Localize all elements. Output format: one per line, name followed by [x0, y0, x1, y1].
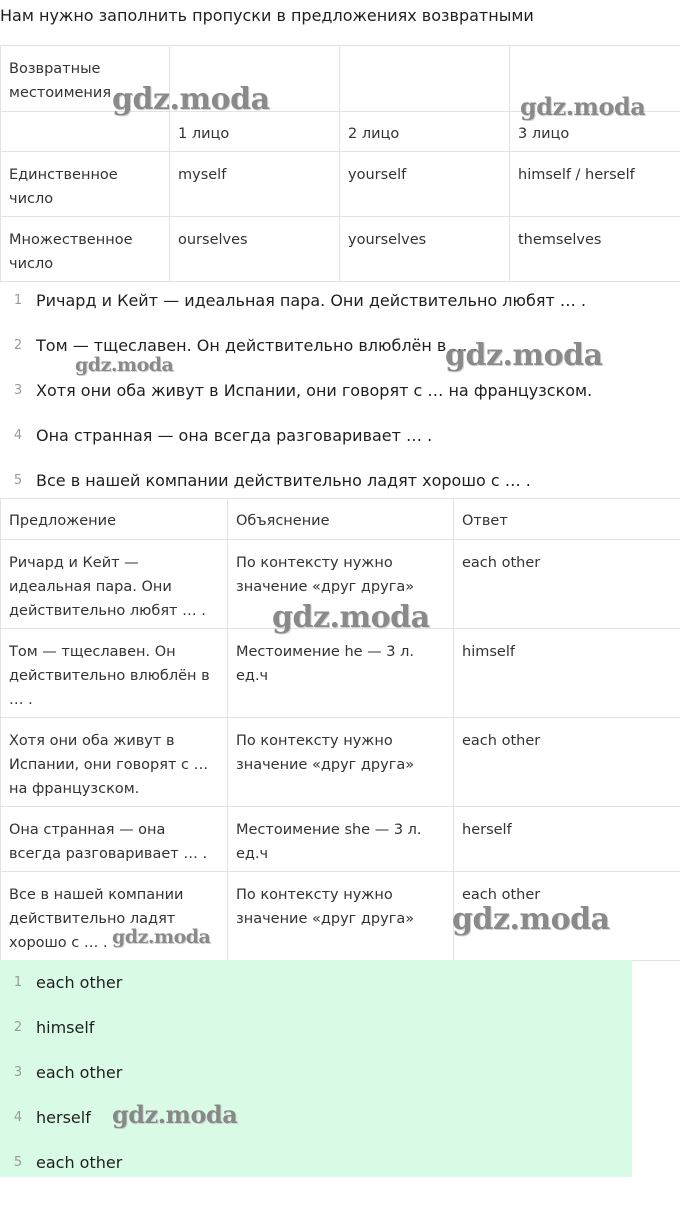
table-corner-cell: Возвратные местоимения: [1, 46, 170, 112]
list-item: [0, 278, 680, 323]
watermark-logo: gdz.moda: [112, 1100, 238, 1129]
header-answer: Ответ: [454, 499, 680, 540]
explanation-cell: По контексту нужно значение «друг друга»: [228, 872, 454, 961]
person-header-2: 2 лицо: [340, 112, 510, 152]
list-number: 4: [13, 428, 23, 443]
table-row: [1, 540, 680, 629]
sentence-cell: Все в нашей компании действительно ладят хорошо с … .: [1, 872, 228, 961]
table-cell: ourselves: [170, 217, 340, 282]
list-number: 5: [13, 473, 23, 488]
row-label-singular: Единственное число: [1, 152, 170, 217]
sentence-cell: Хотя они оба живут в Испании, они говорят с … на французском.: [1, 718, 228, 807]
table-row: [1, 872, 680, 961]
table-header-row: [1, 46, 680, 112]
answer-text: each other: [36, 1153, 123, 1172]
table-cell-empty: [170, 46, 340, 112]
list-number: 1: [13, 293, 23, 308]
list-item: [0, 323, 680, 368]
table-row: [1, 217, 680, 282]
table-cell-empty: [340, 46, 510, 112]
watermark-logo: gdz.moda: [520, 92, 646, 121]
explanation-cell: По контексту нужно значение «друг друга»: [228, 540, 454, 629]
task-text: Все в нашей компании действительно ладят хорошо с … .: [36, 471, 531, 490]
watermark-logo: gdz.moda: [452, 902, 610, 937]
header-sentence: Предложение: [1, 499, 228, 540]
reflexive-pronouns-table: [0, 45, 680, 282]
sentence-cell: Том — тщеславен. Он действительно влюблён в … .: [1, 629, 228, 718]
list-item: [0, 1050, 632, 1095]
answer-cell: herself: [454, 807, 680, 872]
answer-text: herself: [36, 1108, 91, 1127]
task-list: [0, 278, 680, 503]
list-item: [0, 1140, 632, 1185]
watermark-logo: gdz.moda: [445, 338, 603, 373]
list-number: 2: [13, 338, 23, 353]
task-text: Том — тщеславен. Он действительно влюблён в … .: [36, 336, 478, 355]
table-header-row: [1, 499, 680, 540]
explanation-cell: Местоимение he — 3 л. ед.ч: [228, 629, 454, 718]
answer-text: each other: [36, 973, 123, 992]
table-row: [1, 807, 680, 872]
task-text: Ричард и Кейт — идеальная пара. Они действительно любят … .: [36, 291, 587, 310]
watermark-logo: gdz.moda: [272, 600, 430, 635]
table-cell: yourselves: [340, 217, 510, 282]
row-label-plural: Множественное число: [1, 217, 170, 282]
list-number: 3: [13, 383, 23, 398]
table-cell: myself: [170, 152, 340, 217]
table-row: [1, 152, 680, 217]
table-cell-empty: [1, 112, 170, 152]
list-number: 4: [13, 1110, 23, 1125]
explanation-cell: По контексту нужно значение «друг друга»: [228, 718, 454, 807]
task-text: Хотя они оба живут в Испании, они говорят с … на французском.: [36, 381, 593, 400]
watermark-logo: gdz.moda: [75, 354, 174, 376]
list-number: 5: [13, 1155, 23, 1170]
sentence-cell: Ричард и Кейт — идеальная пара. Они действительно любят … .: [1, 540, 228, 629]
table-cell: themselves: [510, 217, 680, 282]
task-text: Она странная — она всегда разговаривает … .: [36, 426, 433, 445]
watermark-logo: gdz.moda: [112, 82, 270, 117]
list-number: 2: [13, 1020, 23, 1035]
answer-cell: each other: [454, 872, 680, 961]
header-explanation: Объяснение: [228, 499, 454, 540]
table-cell: himself / herself: [510, 152, 680, 217]
list-number: 3: [13, 1065, 23, 1080]
table-row: [1, 718, 680, 807]
explanation-table: [0, 498, 680, 961]
person-header-3: 3 лицо: [510, 112, 680, 152]
watermark-logo: gdz.moda: [112, 926, 211, 948]
list-item: [0, 960, 632, 1005]
table-persons-row: [1, 112, 680, 152]
list-item: [0, 458, 680, 503]
person-header-1: 1 лицо: [170, 112, 340, 152]
table-row: [1, 629, 680, 718]
answer-text: each other: [36, 1063, 123, 1082]
table-cell-empty: [510, 46, 680, 112]
answer-cell: each other: [454, 718, 680, 807]
answer-list: [0, 960, 632, 1177]
intro-text: Нам нужно заполнить пропуски в предложениях возвратными: [0, 6, 534, 25]
answer-text: himself: [36, 1018, 95, 1037]
list-number: 1: [13, 975, 23, 990]
answer-cell: himself: [454, 629, 680, 718]
table-cell: yourself: [340, 152, 510, 217]
explanation-cell: Местоимение she — 3 л. ед.ч: [228, 807, 454, 872]
sentence-cell: Она странная — она всегда разговаривает … .: [1, 807, 228, 872]
list-item: [0, 1095, 632, 1140]
list-item: [0, 1005, 632, 1050]
answer-cell: each other: [454, 540, 680, 629]
list-item: [0, 368, 680, 413]
list-item: [0, 413, 680, 458]
